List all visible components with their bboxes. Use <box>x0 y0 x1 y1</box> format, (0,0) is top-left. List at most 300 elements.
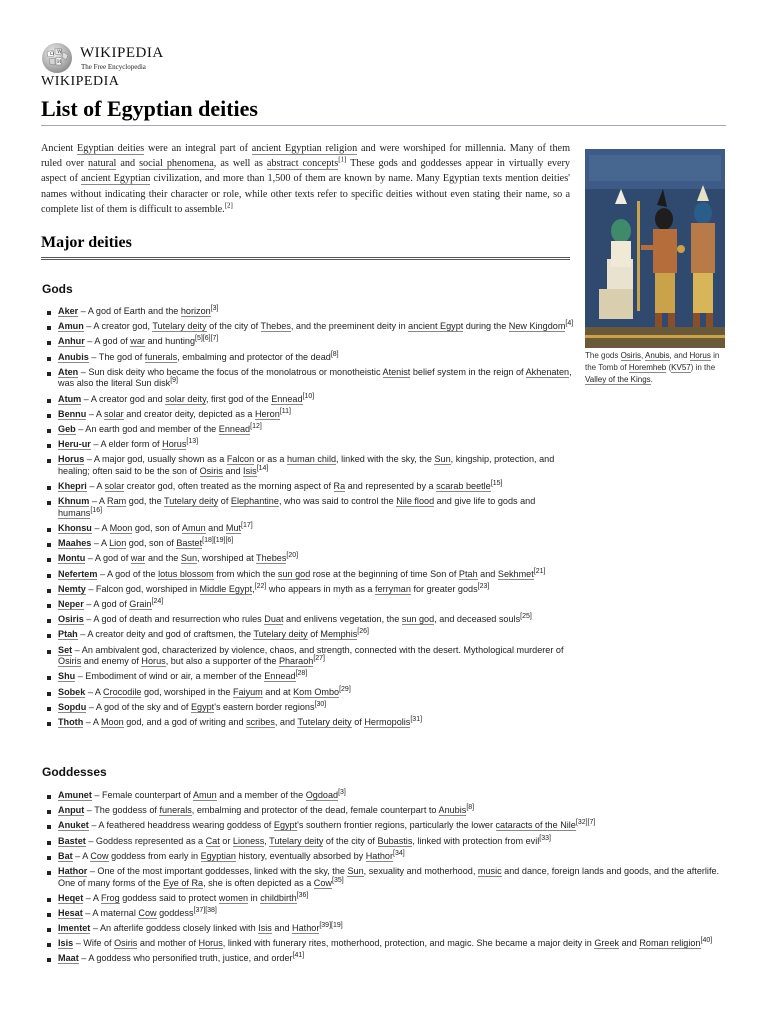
deity-name-link[interactable] <box>58 629 78 640</box>
citation-ref[interactable]: [8] <box>466 804 475 812</box>
intro-text: and were worshiped for millennia. Many of them ruled over <box>41 143 570 170</box>
description-text: – Goddess represented as a <box>85 835 206 846</box>
deity-list-item <box>46 805 726 817</box>
deity-name[interactable]: Geb <box>58 423 76 434</box>
deity-name-link[interactable] <box>58 866 87 877</box>
intro-link[interactable]: abstract concepts <box>266 158 339 170</box>
wiki-link[interactable]: Horus <box>162 439 187 450</box>
citation-ref[interactable]: [25] <box>520 613 532 621</box>
description-text: god, son of <box>132 523 182 534</box>
citation-ref[interactable]: [11] <box>279 407 291 415</box>
wiki-link[interactable]: Ennead <box>218 423 251 434</box>
description-text: – A <box>89 496 108 507</box>
citation-ref[interactable]: [35] <box>332 876 344 884</box>
wiki-link[interactable]: Thebes <box>260 321 291 332</box>
deity-list-item <box>46 836 726 848</box>
deity-list-item <box>46 790 726 802</box>
goddesses-list <box>46 790 726 969</box>
description-text: – Sun disk deity who became the focus of the monolatrous or monotheistic <box>78 366 383 377</box>
wiki-link[interactable]: Grain <box>129 598 152 609</box>
wiki-link[interactable]: Kom Ombo <box>293 686 340 697</box>
deity-name-link[interactable] <box>58 614 84 625</box>
description-text: and <box>477 568 498 579</box>
wiki-link[interactable]: Osiris <box>58 656 82 667</box>
deity-name[interactable]: Maahes <box>58 538 92 549</box>
deity-name[interactable]: Amun <box>58 321 84 332</box>
deity-name[interactable]: Nefertem <box>58 568 98 579</box>
caption-link[interactable]: Horus <box>689 351 711 360</box>
wiki-link[interactable]: Horus <box>141 656 166 667</box>
wiki-link[interactable]: Hathor <box>365 850 393 861</box>
deity-list-item <box>46 671 576 683</box>
site-wordmark[interactable]: WIKIPEDIA <box>41 74 120 89</box>
wiki-link[interactable]: Lion <box>109 538 127 549</box>
wiki-link[interactable]: Egypt <box>190 701 215 712</box>
wiki-link[interactable]: scarab beetle <box>436 481 491 492</box>
description-text: – One of the most important goddesses, linked with the sky, the <box>87 865 348 876</box>
deity-name-link[interactable] <box>58 367 78 378</box>
citation-ref[interactable]: [30] <box>314 700 327 708</box>
wiki-link[interactable]: Sun <box>180 553 198 564</box>
deity-name-link[interactable] <box>58 790 92 801</box>
deity-name[interactable]: Horus <box>58 454 85 465</box>
wiki-link[interactable]: cataracts of the Nile <box>495 820 576 831</box>
description-text: of the city of <box>323 835 378 846</box>
deity-name[interactable]: Anubis <box>58 351 89 362</box>
deity-name[interactable]: Bat <box>58 850 73 861</box>
description-text: – A god of death and resurrection who rules <box>83 614 265 625</box>
citation-ref[interactable]: [15] <box>490 480 503 488</box>
deity-name[interactable]: Isis <box>58 938 74 949</box>
wiki-link[interactable]: human child <box>287 454 337 465</box>
wiki-link[interactable]: Sekhmet <box>497 568 534 579</box>
deity-list-item <box>46 394 576 406</box>
deity-name-link[interactable] <box>58 394 81 405</box>
deity-list-item <box>46 439 576 451</box>
deity-name[interactable]: Sobek <box>58 686 86 697</box>
description-text: belief system in the reign of <box>410 366 526 377</box>
deity-name[interactable]: Imentet <box>58 923 91 934</box>
wiki-link[interactable]: Moon <box>100 716 124 727</box>
wiki-link[interactable]: Tutelary deity <box>297 716 352 727</box>
caption-link[interactable]: KV57 <box>671 363 691 372</box>
deity-name-link[interactable] <box>58 439 91 450</box>
deity-name[interactable]: Sopdu <box>58 701 87 712</box>
description-text: 's southern frontier regions, particularly the lower <box>297 820 496 831</box>
description-text: and mother of <box>137 938 199 949</box>
citation-ref[interactable]: [40] <box>700 937 713 945</box>
deity-list-item <box>46 645 576 668</box>
deity-name-link[interactable] <box>58 352 89 363</box>
wiki-link[interactable]: Cow <box>138 907 157 918</box>
wiki-link[interactable]: sun god <box>401 614 435 625</box>
wiki-link[interactable]: Sun <box>434 454 451 465</box>
wiki-link[interactable]: solar <box>104 408 124 419</box>
description-text: – Wife of <box>73 938 115 949</box>
description-text: history, eventually absorbed by <box>235 850 366 861</box>
wiki-link[interactable]: Ptah <box>458 568 478 579</box>
caption-link[interactable]: Osiris <box>620 351 642 360</box>
description-text: and the <box>145 553 181 564</box>
deity-name-link[interactable] <box>58 851 73 862</box>
deity-name[interactable]: Ptah <box>58 629 78 640</box>
description-text: of <box>307 629 321 640</box>
caption-text: The gods <box>585 351 621 360</box>
wiki-link[interactable]: Sun <box>347 865 364 876</box>
wiki-link[interactable]: Isis <box>243 465 257 476</box>
citation-ref[interactable]: [23] <box>477 582 490 590</box>
citation-ref[interactable]: [39][19] <box>319 922 343 930</box>
deity-name-link[interactable] <box>58 496 89 507</box>
wiki-link[interactable]: Greek <box>594 938 620 949</box>
wiki-link[interactable]: Frog <box>100 892 120 903</box>
description-text: , she is often depicted as a <box>203 877 314 888</box>
deity-name[interactable]: Khnum <box>58 496 90 507</box>
description-text: of the city of <box>206 321 261 332</box>
deity-name[interactable]: Heqet <box>58 892 84 903</box>
description-text: creator god, often treated as the morning aspect of <box>124 481 334 492</box>
wiki-link[interactable]: Ogdoad <box>305 790 339 800</box>
deity-name-link[interactable] <box>58 836 86 847</box>
intro-link[interactable]: social phenomena <box>139 158 214 170</box>
wiki-link[interactable]: war <box>130 553 146 564</box>
deity-name[interactable]: Osiris <box>58 614 84 625</box>
description-text: and <box>619 938 640 949</box>
description-text: who appears in myth as a <box>266 583 376 594</box>
wiki-link[interactable]: Amun <box>181 523 206 534</box>
deity-name-link[interactable] <box>58 908 83 919</box>
citation-ref[interactable]: [8] <box>330 350 339 358</box>
intro-text: , as well as <box>213 158 267 170</box>
citation-ref[interactable]: [12] <box>250 422 262 430</box>
deity-name[interactable]: Nemty <box>58 583 86 594</box>
description-text: – A <box>86 408 104 419</box>
citation-ref[interactable]: [13] <box>186 438 199 446</box>
deity-name[interactable]: Anuket <box>58 820 89 831</box>
wiki-link[interactable]: Pharaoh <box>278 656 314 667</box>
wiki-link[interactable]: Tutelary deity <box>164 496 219 507</box>
intro-link[interactable]: ancient Egyptian religion <box>251 143 358 154</box>
citation-ref[interactable]: [26] <box>357 628 369 636</box>
deity-name[interactable]: Bastet <box>58 835 86 846</box>
deity-name[interactable]: Shu <box>58 671 76 682</box>
deity-list-item <box>46 953 726 965</box>
description-text: from which the <box>213 568 278 579</box>
deity-list-item <box>46 367 576 390</box>
deity-name-link[interactable] <box>58 938 73 949</box>
wiki-link[interactable]: Crocodile <box>103 686 142 697</box>
citation-ref[interactable]: [29] <box>339 685 351 693</box>
description-text: – A creator god and <box>81 393 166 404</box>
deity-name[interactable]: Khonsu <box>58 523 92 534</box>
wiki-link[interactable]: Heron <box>254 408 280 419</box>
deity-name-link[interactable] <box>58 923 90 934</box>
intro-text: These gods and goddesses appear in virtually every aspect of <box>41 158 570 185</box>
wiki-link[interactable]: horizon <box>180 306 211 316</box>
caption-text: in the Tomb of <box>585 351 720 372</box>
wiki-link[interactable]: lotus blossom <box>158 568 214 579</box>
deity-name-link[interactable] <box>58 599 84 610</box>
wikipedia-header <box>41 42 241 92</box>
citation-ref[interactable]: [1] <box>338 155 347 164</box>
deity-list-item <box>46 687 576 699</box>
description-text: for greater gods <box>410 583 478 594</box>
description-text: , kingship, protection, and healing; often said to be the son of <box>58 454 555 476</box>
citation-ref[interactable]: [41] <box>292 952 305 960</box>
wiki-link[interactable]: Eye of Ra <box>163 877 204 888</box>
description-text: and enemy of <box>81 656 142 667</box>
wiki-link[interactable]: Mut <box>225 523 242 534</box>
caption-text: ( <box>666 363 672 372</box>
description-text: , and deceased souls <box>434 614 521 625</box>
wiki-link[interactable]: Cow <box>90 850 109 861</box>
wiki-link[interactable]: Osiris <box>199 465 223 476</box>
deity-name[interactable]: Anhur <box>58 336 85 347</box>
wiki-link[interactable]: Moon <box>109 523 133 534</box>
wiki-link[interactable]: Egypt <box>273 820 298 831</box>
citation-ref[interactable]: [24] <box>151 597 164 605</box>
deity-name-link[interactable] <box>58 538 91 549</box>
description-text: , who was said to control the <box>278 496 397 507</box>
citation-ref[interactable]: [37][38] <box>193 906 217 914</box>
deity-name[interactable]: Aker <box>58 306 79 316</box>
wiki-link[interactable]: Tutelary deity <box>269 835 324 846</box>
description-text: , <box>252 583 255 594</box>
wiki-link[interactable]: women <box>218 892 249 903</box>
caption-text: , and <box>669 351 690 360</box>
deity-name-link[interactable] <box>58 687 85 698</box>
citation-ref[interactable]: [17] <box>241 522 253 529</box>
wiki-link[interactable]: music <box>477 865 502 876</box>
wiki-link[interactable]: Bastet <box>176 538 203 549</box>
deity-list-item <box>46 424 576 436</box>
citation-ref[interactable]: [5][6][7] <box>195 335 219 343</box>
deity-name[interactable]: Aten <box>58 366 79 377</box>
deity-name[interactable]: Heru-ur <box>58 439 91 450</box>
wiki-link[interactable]: scribes <box>246 716 275 727</box>
citation-ref[interactable]: [32][7] <box>575 819 596 827</box>
wiki-link[interactable]: Faiyum <box>232 686 263 697</box>
description-text: , first god of the <box>205 393 272 404</box>
deity-list-item <box>46 851 726 863</box>
deity-name-link[interactable] <box>58 481 87 492</box>
wiki-link[interactable]: Hathor <box>292 923 320 934</box>
wiki-link[interactable]: ancient Egypt <box>408 321 464 332</box>
deity-name[interactable]: Maat <box>58 953 79 964</box>
citation-ref[interactable]: [10] <box>302 392 315 400</box>
deity-name-link[interactable] <box>58 523 92 534</box>
deity-name-link[interactable] <box>58 321 84 332</box>
deity-name[interactable]: Bennu <box>58 408 87 419</box>
deity-name[interactable]: Anput <box>58 805 85 816</box>
wiki-link[interactable]: Duat <box>264 614 284 625</box>
deity-name[interactable]: Thoth <box>58 716 84 727</box>
svg-text:Ω: Ω <box>50 51 55 57</box>
citation-ref[interactable]: [21] <box>533 567 546 575</box>
wiki-link[interactable]: New Kingdom <box>508 321 566 332</box>
deity-name-link[interactable] <box>58 805 84 816</box>
wiki-link[interactable]: Memphis <box>320 629 358 640</box>
citation-ref[interactable]: [31] <box>410 715 423 723</box>
wiki-link[interactable]: Elephantine <box>230 496 279 507</box>
citation-ref[interactable]: [4] <box>565 320 574 328</box>
citation-ref[interactable]: [14] <box>256 464 269 472</box>
description-text: , was also the literal Sun disk <box>58 366 572 389</box>
wiki-link[interactable]: Falcon <box>226 454 255 465</box>
deity-name-link[interactable] <box>58 553 85 564</box>
deity-list-item <box>46 496 576 519</box>
citation-ref[interactable]: [16] <box>90 506 103 514</box>
wiki-link[interactable]: funerals <box>159 805 192 816</box>
wiki-link[interactable]: Roman religion <box>639 938 701 949</box>
description-text: – A god of <box>83 598 130 609</box>
description-text: – A god of Earth and the <box>78 306 181 316</box>
svg-text:W: W <box>57 49 63 55</box>
wiki-link[interactable]: solar deity <box>165 393 206 404</box>
wiki-link[interactable]: Anubis <box>438 805 467 816</box>
wiki-link[interactable]: ferryman <box>375 583 411 594</box>
description-text: – A goddess who personified truth, justice, and order <box>78 953 293 964</box>
wiki-link[interactable]: sun god <box>277 568 311 579</box>
description-text: god, the <box>126 496 164 507</box>
deity-list-item <box>46 629 576 641</box>
citation-ref[interactable]: [28] <box>295 670 308 678</box>
wiki-link[interactable]: Bubastis <box>377 835 413 846</box>
deity-name-link[interactable] <box>58 454 84 465</box>
wiki-link[interactable]: solar <box>104 481 125 492</box>
wiki-link[interactable]: Thebes <box>256 553 287 564</box>
description-text: – A major god, usually shown as a <box>84 454 227 465</box>
citation-ref[interactable]: [27] <box>313 655 326 663</box>
description-text: – An ambivalent god, characterized by violence, chaos, and strength, connected with the desert. Mythological murderer of <box>72 644 564 655</box>
deity-name-link[interactable] <box>58 717 83 728</box>
citation-ref[interactable]: [2] <box>224 201 233 210</box>
description-text: – A <box>91 523 110 534</box>
deity-name[interactable]: Hathor <box>58 865 88 876</box>
wiki-link[interactable]: war <box>130 336 145 347</box>
deity-name-link[interactable] <box>58 569 97 580</box>
wiki-link[interactable]: Tutelary deity <box>152 321 207 332</box>
deity-list-item <box>46 923 726 935</box>
deity-list-item <box>46 409 576 421</box>
caption-link[interactable]: Anubis <box>645 351 670 360</box>
wiki-link[interactable]: Isis <box>258 923 272 934</box>
wiki-link[interactable]: Cow <box>313 877 332 888</box>
wiki-link[interactable]: Cat <box>205 835 220 846</box>
deity-list-item <box>46 938 726 950</box>
citation-ref[interactable]: [3] <box>338 788 346 796</box>
wiki-link[interactable]: humans <box>58 507 91 518</box>
deity-name[interactable]: Hesat <box>58 907 83 918</box>
caption-text: , <box>641 351 646 360</box>
deity-list-item <box>46 538 576 550</box>
description-text: and hunting <box>144 336 196 347</box>
citation-ref[interactable]: [18][19][6] <box>202 537 234 545</box>
intro-link[interactable]: Egyptian deities <box>77 143 145 154</box>
description-text: god, worshiped in the <box>141 686 233 697</box>
caption-link[interactable]: Horemheb <box>628 363 667 372</box>
description-text: – An afterlife goddess closely linked with <box>90 923 259 934</box>
description-text: of <box>218 496 231 507</box>
tomb-painting-image[interactable] <box>585 149 725 348</box>
deity-name-link[interactable] <box>58 893 83 904</box>
citation-ref[interactable]: [33] <box>539 834 551 842</box>
description-text: – Female counterpart of <box>91 790 193 800</box>
deity-name-link[interactable] <box>58 409 86 420</box>
wiki-link[interactable]: childbirth <box>260 892 297 903</box>
deity-name-link[interactable] <box>58 671 75 682</box>
wiki-link[interactable]: Egyptian <box>200 850 236 861</box>
wikipedia-globe-icon[interactable] <box>41 42 73 74</box>
wiki-link[interactable]: Nile flood <box>396 496 435 507</box>
intro-link[interactable]: natural <box>88 158 117 170</box>
wiki-link[interactable]: Lioness <box>232 835 265 846</box>
description-text: goddess <box>156 907 194 918</box>
deity-name-link[interactable] <box>58 584 86 595</box>
wiki-link[interactable]: Amun <box>192 790 217 800</box>
wiki-link[interactable]: Ennead <box>271 393 303 404</box>
deity-name[interactable]: Neper <box>58 598 84 609</box>
logo-wordmark[interactable]: WIKIPEDIA <box>80 45 164 61</box>
deity-name[interactable]: Amunet <box>58 790 92 800</box>
wiki-link[interactable]: Akhenaten <box>525 366 570 377</box>
deity-name-link[interactable] <box>58 424 76 435</box>
wiki-link[interactable]: Hermopolis <box>364 716 411 727</box>
description-text: and represented by a <box>345 481 437 492</box>
citation-ref[interactable]: [22] <box>254 582 267 590</box>
deity-name-link[interactable] <box>58 336 85 347</box>
description-text: or as a <box>254 454 287 465</box>
citation-ref[interactable]: [36] <box>296 891 309 899</box>
wiki-link[interactable]: Atenist <box>382 366 411 377</box>
deity-list-item <box>46 336 576 348</box>
wiki-link[interactable]: Middle Egypt <box>199 583 253 594</box>
citation-ref[interactable]: [3] <box>210 304 219 312</box>
citation-ref[interactable]: [20] <box>286 552 299 560</box>
citation-ref[interactable]: [34] <box>393 849 405 857</box>
description-text: god, and a god of writing and <box>123 716 247 727</box>
deity-name-link[interactable] <box>58 702 86 713</box>
wiki-link[interactable]: Horus <box>198 938 223 949</box>
deity-name[interactable]: Montu <box>58 553 86 564</box>
description-text: – A god of the <box>97 568 159 579</box>
deity-name-link[interactable] <box>58 953 79 964</box>
deity-name[interactable]: Set <box>58 644 73 655</box>
logo-tagline: The Free Encyclopedia <box>81 63 146 71</box>
deity-name-link[interactable] <box>58 645 72 656</box>
deity-list-item <box>46 584 576 596</box>
citation-ref[interactable]: [9] <box>170 377 179 385</box>
deity-name-link[interactable] <box>58 820 89 831</box>
wiki-link[interactable]: Ra <box>333 481 346 492</box>
wiki-link[interactable]: Osiris <box>114 938 138 949</box>
description-text: and a member of the <box>216 790 306 800</box>
deity-name-link[interactable] <box>58 306 78 317</box>
description-text: , and <box>274 716 298 727</box>
description-text: and <box>222 465 244 476</box>
description-text: god, son of <box>126 538 177 549</box>
deity-name[interactable]: Khepri <box>58 481 87 492</box>
wiki-link[interactable]: Ennead <box>264 671 296 682</box>
wiki-link[interactable]: funerals <box>144 351 178 362</box>
wiki-link[interactable]: Tutelary deity <box>253 629 308 640</box>
description-text: – A elder form of <box>90 439 163 450</box>
caption-link[interactable]: Valley of the Kings <box>585 375 651 384</box>
wiki-link[interactable]: Ram <box>107 496 127 507</box>
deity-name[interactable]: Atum <box>58 393 82 404</box>
svg-text:И: И <box>57 59 62 65</box>
intro-link[interactable]: ancient Egyptian <box>81 173 151 185</box>
